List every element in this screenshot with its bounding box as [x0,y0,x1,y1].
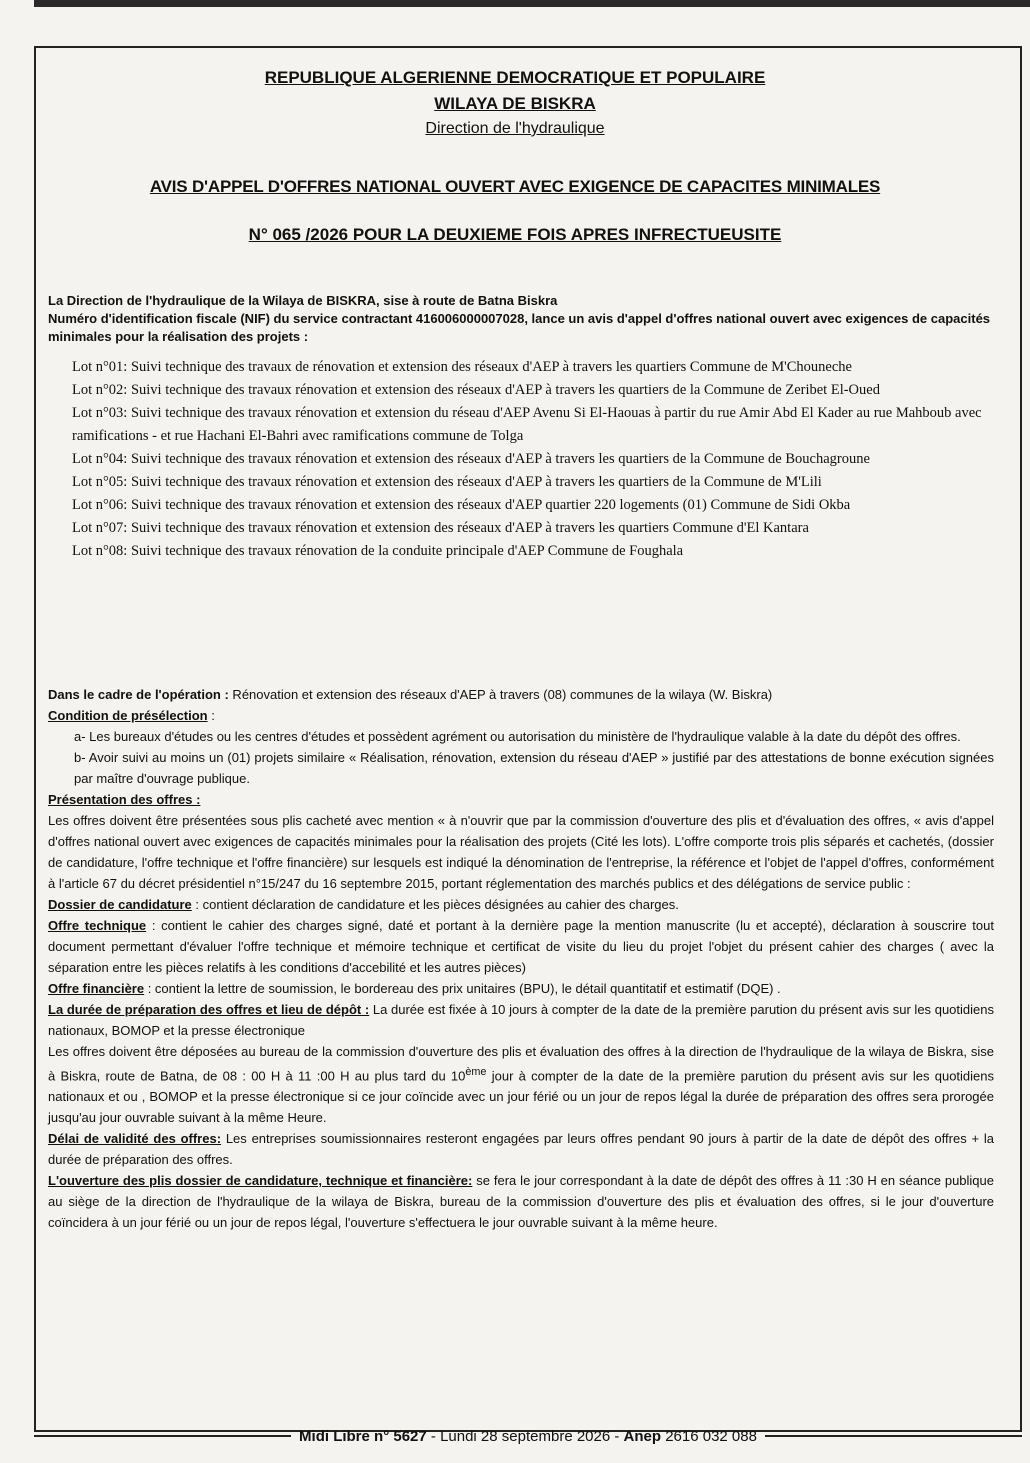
footer-anep-label: Anep [623,1427,662,1445]
footer-paper: Midi Libre n° 5627 [299,1427,427,1445]
notice-number: N° 065 /2026 POUR LA DEUXIEME FOIS APRES INFRECTUEUSITE [248,225,782,244]
duree-text: La durée est fixée à 10 jours à compter de la date de la première parution du présent avis sur les quotidiens nationaux, BOMOP et la presse électronique [48,1002,994,1038]
offre-financiere-title: Offre financière [48,981,145,996]
preselection-condition-a: a- Les bureaux d'études ou les centres d'études et possèdent agrément ou autorisation du ministère de l'hydraulique valable à la date du dépôt des offres. [74,729,961,744]
conditions-body [48,684,994,1233]
presentation-text: Les offres doivent être présentées sous plis cacheté avec mention « à n'ouvrir que par la commission d'ouverture des plis et d'évaluation des offres, « avis d'appel d'offres national ouvert avec exigences de capacités minimales pour la réalisation des projets (Cité les lots). L'offre comporte trois plis séparés et cachetés, (dossier de candidature, l'offre technique et l'offre financière) sur lesquels est indiqué la dénomination de l'entreprise, la référence et l'objet de l'appel d'offres, conformément à l'article 67 du décret présidentiel n°15/247 du 16 septembre 2015, portant réglementation des marchés publics et des délégations de service public : [48,813,994,891]
dossier-paragraph [48,894,994,915]
wilaya-heading: WILAYA DE BISKRA [434,94,596,113]
footer-date: - Lundi 28 septembre 2026 - [426,1427,624,1445]
lot-item-04: Lot n°04: Suivi technique des travaux rénovation et extension des réseaux d'AEP à travers les quartiers de la Commune de Bouchagroune [72,451,870,467]
operation-paragraph [48,684,994,705]
preselection-condition-b: b- Avoir suivi au moins un (01) projets similaire « Réalisation, rénovation, extension du réseau d'AEP » justifié par des attestations de bonne exécution signées par maître d'ouvrage publique. [74,750,994,786]
notice-title: AVIS D'APPEL D'OFFRES NATIONAL OUVERT AVEC EXIGENCE DE CAPACITES MINIMALES [149,177,881,196]
lot-item-01: Lot n°01: Suivi technique des travaux de rénovation et extension des réseaux d'AEP à travers les quartiers Commune de M'Chouneche [72,359,852,375]
intro-line-2: Numéro d'identification fiscale (NIF) du service contractant 416006000007028, lance un avis d'appel d'offres national ouvert avec exigences de capacités minimales pour la réalisation des projets : [48,311,991,344]
top-border-bar [34,0,1030,7]
operation-label: Dans le cadre de l'opération : [48,687,229,702]
duree-paragraph [48,999,994,1041]
offre-financiere-paragraph [48,978,994,999]
preselection-colon: : [207,708,215,723]
lot-item-05: Lot n°05: Suivi technique des travaux rénovation et extension des réseaux d'AEP à travers les quartiers de la Commune de M'Lili [72,474,822,490]
depot-text-after: jour à compter de la date de la première parution du présent avis sur les quotidiens nationaux et ou , BOMOP et la presse électronique si ce jour coïncide avec un jour férié ou un jour de repos légal la durée de préparation des offres sera prorogée jusqu'au jour ouvrable suivant à la même Heure. [48,1068,994,1126]
preselection-title: Condition de présélection [48,708,208,723]
lot-item-07: Lot n°07: Suivi technique des travaux rénovation et extension des réseaux d'AEP à travers les quartiers Commune d'El Kantara [72,520,809,536]
footer-rule-right [765,1435,1022,1437]
preselection-heading [48,705,994,726]
operation-text: Rénovation et extension des réseaux d'AEP à travers (08) communes de la wilaya (W. Biskra) [228,687,773,702]
ouverture-text: se fera le jour correspondant à la date de dépôt des offres à 11 :30 H en séance publique au siège de la direction de l'hydraulique de la wilaya de Biskra, bureau de la commission d'ouverture des plis et évaluation des offres, si le jour d'ouverture coïncidera à un jour férié ou un jour de repos légal, l'ouverture s'effectuera le jour ouvrable suivant à la même heure. [48,1173,994,1231]
offre-financiere-text: : contient la lettre de soumission, le bordereau des prix unitaires (BPU), le détail quantitatif et estimatif (DQE) . [144,981,781,996]
duree-title: La durée de préparation des offres et lieu de dépôt : [48,1002,370,1017]
republic-heading: REPUBLIQUE ALGERIENNE DEMOCRATIQUE ET POPULAIRE [264,68,766,87]
intro-paragraph [48,292,992,346]
depot-text-before: Les offres doivent être déposées au bureau de la commission d'ouverture des plis et évaluation des offres à la direction de l'hydraulique de la wilaya de Biskra, sise à Biskra, route de Batna, de 08 : 00 H à 11 :00 H au plus tard du 10 [48,1044,994,1084]
offre-technique-paragraph [48,915,994,978]
validite-paragraph [48,1128,994,1170]
lot-item-02: Lot n°02: Suivi technique des travaux rénovation et extension des réseaux d'AEP à travers les quartiers de la Commune de Zeribet El-Oued [72,382,880,398]
footer-text [291,1428,765,1445]
depot-paragraph [48,1041,994,1128]
ouverture-paragraph [48,1170,994,1233]
lots-list [72,356,990,563]
lot-item-03: Lot n°03: Suivi technique des travaux rénovation et extension du réseau d'AEP Avenu Si El-Haouas à partir du rue Amir Abd El Kader au rue Mahboub avec ramifications - et rue Hachani El-Bahri avec ramifications commune de Tolga [72,405,982,444]
footer-rule-left [34,1435,291,1437]
offre-technique-title: Offre technique [48,918,147,933]
footer-anep-number: 2616 032 088 [661,1427,757,1445]
lot-item-08: Lot n°08: Suivi technique des travaux rénovation de la conduite principale d'AEP Commune de Foughala [72,543,684,559]
dossier-title: Dossier de candidature [48,897,192,912]
validite-title: Délai de validité des offres: [48,1131,222,1147]
ouverture-title: L'ouverture des plis dossier de candidature, technique et financière: [48,1173,473,1189]
publication-footer [34,1425,1022,1447]
depot-superscript: ème [465,1066,487,1078]
validite-text: Les entreprises soumissionnaires resteront engagées par leurs offres pendant 90 jours à partir de la date de dépôt des offres + la durée de préparation des offres. [48,1131,994,1168]
offre-technique-text: : contient le cahier des charges signé, daté et portant à la dernière page la mention manuscrite (lu et accepté), déclaration à souscrire tout document permettant d'évaluer l'offre technique et mémoire technique et certificat de visite du lieu du projet l'objet du présent cahier des charges ( avec la séparation entre les pièces relatifs à les conditions d'accebilité et les autres pièces) [48,918,994,975]
lot-item-06: Lot n°06: Suivi technique des travaux rénovation et extension des réseaux d'AEP quartier 220 logements (01) Commune de Sidi Okba [72,497,851,513]
direction-heading: Direction de l'hydraulique [425,120,605,137]
dossier-text: : contient déclaration de candidature et les pièces désignées au cahier des charges. [191,897,679,912]
presentation-title: Présentation des offres : [48,792,201,807]
intro-line-1: La Direction de l'hydraulique de la Wilaya de BISKRA, sise à route de Batna Biskra [48,293,558,308]
